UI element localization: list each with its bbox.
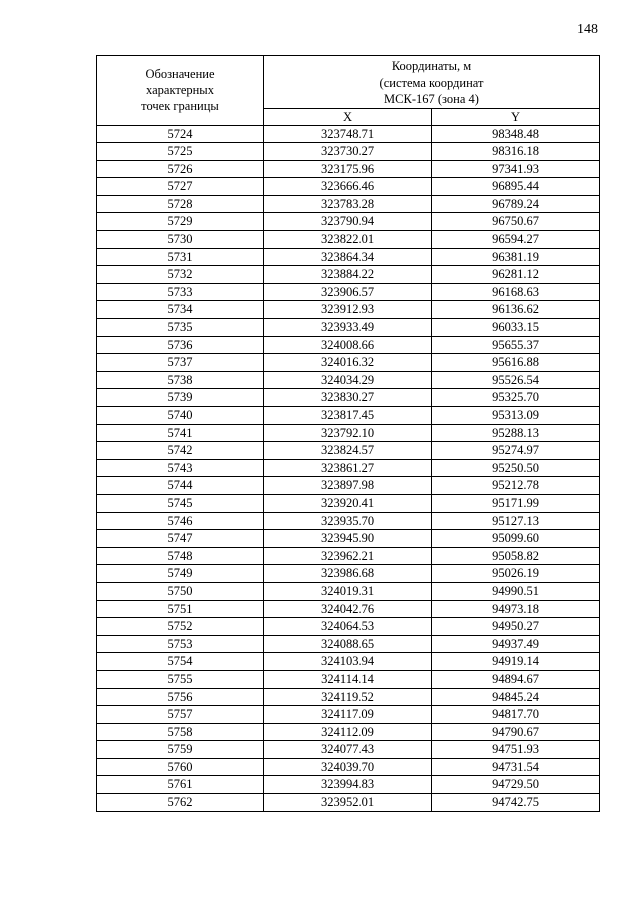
y-coordinate-cell: 95171.99 bbox=[432, 494, 600, 512]
coords-header-line: Координаты, м bbox=[391, 59, 472, 73]
y-coordinate-cell: 94990.51 bbox=[432, 582, 600, 600]
point-cell: 5738 bbox=[97, 371, 264, 389]
header-row-main bbox=[97, 56, 600, 109]
point-cell: 5747 bbox=[97, 530, 264, 548]
x-coordinate-cell: 323933.49 bbox=[264, 319, 432, 337]
table-row bbox=[97, 178, 600, 196]
table-row bbox=[97, 494, 600, 512]
x-coordinate-cell: 324008.66 bbox=[264, 336, 432, 354]
y-coordinate-cell: 94790.67 bbox=[432, 723, 600, 741]
table-row bbox=[97, 336, 600, 354]
table-row bbox=[97, 741, 600, 759]
y-coordinate-cell: 96033.15 bbox=[432, 319, 600, 337]
point-cell: 5754 bbox=[97, 653, 264, 671]
y-coordinate-cell: 95250.50 bbox=[432, 459, 600, 477]
point-cell: 5756 bbox=[97, 688, 264, 706]
y-coordinate-cell: 95058.82 bbox=[432, 547, 600, 565]
point-cell: 5726 bbox=[97, 160, 264, 178]
point-cell: 5736 bbox=[97, 336, 264, 354]
table-header bbox=[97, 56, 600, 126]
x-coordinate-cell: 324112.09 bbox=[264, 723, 432, 741]
x-coordinate-cell: 323175.96 bbox=[264, 160, 432, 178]
y-coordinate-cell: 96136.62 bbox=[432, 301, 600, 319]
table-row bbox=[97, 389, 600, 407]
x-column-header: X bbox=[264, 108, 432, 125]
x-coordinate-cell: 323994.83 bbox=[264, 776, 432, 794]
point-cell: 5743 bbox=[97, 459, 264, 477]
point-cell: 5739 bbox=[97, 389, 264, 407]
table-row bbox=[97, 477, 600, 495]
point-cell: 5734 bbox=[97, 301, 264, 319]
table-row bbox=[97, 547, 600, 565]
y-coordinate-cell: 96895.44 bbox=[432, 178, 600, 196]
point-cell: 5759 bbox=[97, 741, 264, 759]
y-coordinate-cell: 94937.49 bbox=[432, 635, 600, 653]
point-cell: 5735 bbox=[97, 319, 264, 337]
table-row bbox=[97, 723, 600, 741]
point-cell: 5761 bbox=[97, 776, 264, 794]
x-coordinate-cell: 323792.10 bbox=[264, 424, 432, 442]
y-column-header: Y bbox=[432, 108, 600, 125]
x-coordinate-cell: 323830.27 bbox=[264, 389, 432, 407]
y-coordinate-cell: 98348.48 bbox=[432, 125, 600, 143]
x-coordinate-cell: 323790.94 bbox=[264, 213, 432, 231]
table-row bbox=[97, 635, 600, 653]
table-row bbox=[97, 301, 600, 319]
y-coordinate-cell: 96381.19 bbox=[432, 248, 600, 266]
x-coordinate-cell: 323952.01 bbox=[264, 794, 432, 812]
x-coordinate-cell: 323817.45 bbox=[264, 407, 432, 425]
x-coordinate-cell: 323884.22 bbox=[264, 266, 432, 284]
point-cell: 5742 bbox=[97, 442, 264, 460]
table-row bbox=[97, 442, 600, 460]
table-row bbox=[97, 688, 600, 706]
x-coordinate-cell: 323920.41 bbox=[264, 494, 432, 512]
coords-header-line: МСК-167 (зона 4) bbox=[384, 92, 479, 106]
table-row bbox=[97, 794, 600, 812]
point-cell: 5752 bbox=[97, 618, 264, 636]
y-coordinate-cell: 94729.50 bbox=[432, 776, 600, 794]
y-coordinate-cell: 96789.24 bbox=[432, 195, 600, 213]
x-coordinate-cell: 324114.14 bbox=[264, 670, 432, 688]
point-cell: 5751 bbox=[97, 600, 264, 618]
point-cell: 5731 bbox=[97, 248, 264, 266]
point-header-line: Обозначение bbox=[145, 67, 215, 82]
point-cell: 5748 bbox=[97, 547, 264, 565]
y-coordinate-cell: 94742.75 bbox=[432, 794, 600, 812]
table-row bbox=[97, 266, 600, 284]
point-cell: 5732 bbox=[97, 266, 264, 284]
x-coordinate-cell: 323986.68 bbox=[264, 565, 432, 583]
table-row bbox=[97, 195, 600, 213]
table-row bbox=[97, 706, 600, 724]
y-coordinate-cell: 94751.93 bbox=[432, 741, 600, 759]
x-coordinate-cell: 324034.29 bbox=[264, 371, 432, 389]
point-cell: 5750 bbox=[97, 582, 264, 600]
y-coordinate-cell: 94919.14 bbox=[432, 653, 600, 671]
point-cell: 5741 bbox=[97, 424, 264, 442]
point-cell: 5725 bbox=[97, 143, 264, 161]
table-row bbox=[97, 776, 600, 794]
point-cell: 5758 bbox=[97, 723, 264, 741]
table-row bbox=[97, 758, 600, 776]
table-row bbox=[97, 459, 600, 477]
x-coordinate-cell: 324077.43 bbox=[264, 741, 432, 759]
page-number: 148 bbox=[577, 22, 598, 37]
x-coordinate-cell: 323962.21 bbox=[264, 547, 432, 565]
point-cell: 5729 bbox=[97, 213, 264, 231]
point-cell: 5745 bbox=[97, 494, 264, 512]
x-coordinate-cell: 323864.34 bbox=[264, 248, 432, 266]
table-row bbox=[97, 319, 600, 337]
x-coordinate-cell: 323897.98 bbox=[264, 477, 432, 495]
table-row bbox=[97, 582, 600, 600]
x-coordinate-cell: 324042.76 bbox=[264, 600, 432, 618]
point-cell: 5744 bbox=[97, 477, 264, 495]
table-row bbox=[97, 530, 600, 548]
x-coordinate-cell: 324103.94 bbox=[264, 653, 432, 671]
point-cell: 5733 bbox=[97, 283, 264, 301]
x-coordinate-cell: 323861.27 bbox=[264, 459, 432, 477]
point-cell: 5760 bbox=[97, 758, 264, 776]
table-row bbox=[97, 618, 600, 636]
table-row bbox=[97, 248, 600, 266]
table-row bbox=[97, 424, 600, 442]
point-header-line: точек границы bbox=[141, 99, 219, 114]
point-cell: 5730 bbox=[97, 231, 264, 249]
table-row bbox=[97, 407, 600, 425]
y-coordinate-cell: 94845.24 bbox=[432, 688, 600, 706]
y-coordinate-cell: 95288.13 bbox=[432, 424, 600, 442]
point-cell: 5762 bbox=[97, 794, 264, 812]
table-row bbox=[97, 653, 600, 671]
table-row bbox=[97, 160, 600, 178]
table-row bbox=[97, 600, 600, 618]
table-row bbox=[97, 565, 600, 583]
point-designation-header bbox=[97, 56, 264, 126]
y-coordinate-cell: 95099.60 bbox=[432, 530, 600, 548]
coordinates-table bbox=[96, 55, 600, 812]
y-coordinate-cell: 94817.70 bbox=[432, 706, 600, 724]
table-row bbox=[97, 354, 600, 372]
y-coordinate-cell: 95127.13 bbox=[432, 512, 600, 530]
y-coordinate-cell: 95616.88 bbox=[432, 354, 600, 372]
table-row bbox=[97, 231, 600, 249]
y-coordinate-cell: 96594.27 bbox=[432, 231, 600, 249]
y-coordinate-cell: 96168.63 bbox=[432, 283, 600, 301]
y-coordinate-cell: 95313.09 bbox=[432, 407, 600, 425]
y-coordinate-cell: 95274.97 bbox=[432, 442, 600, 460]
x-coordinate-cell: 323666.46 bbox=[264, 178, 432, 196]
table-body bbox=[97, 125, 600, 811]
table-row bbox=[97, 512, 600, 530]
y-coordinate-cell: 94950.27 bbox=[432, 618, 600, 636]
x-coordinate-cell: 323822.01 bbox=[264, 231, 432, 249]
x-coordinate-cell: 324064.53 bbox=[264, 618, 432, 636]
coordinates-header bbox=[264, 56, 600, 109]
y-coordinate-cell: 95655.37 bbox=[432, 336, 600, 354]
x-coordinate-cell: 323912.93 bbox=[264, 301, 432, 319]
x-coordinate-cell: 324016.32 bbox=[264, 354, 432, 372]
x-coordinate-cell: 323730.27 bbox=[264, 143, 432, 161]
y-coordinate-cell: 94894.67 bbox=[432, 670, 600, 688]
x-coordinate-cell: 323748.71 bbox=[264, 125, 432, 143]
y-coordinate-cell: 97341.93 bbox=[432, 160, 600, 178]
x-coordinate-cell: 323945.90 bbox=[264, 530, 432, 548]
point-cell: 5737 bbox=[97, 354, 264, 372]
point-cell: 5727 bbox=[97, 178, 264, 196]
point-cell: 5728 bbox=[97, 195, 264, 213]
x-coordinate-cell: 324119.52 bbox=[264, 688, 432, 706]
point-cell: 5724 bbox=[97, 125, 264, 143]
point-header-line: характерных bbox=[146, 83, 214, 98]
x-coordinate-cell: 324039.70 bbox=[264, 758, 432, 776]
table-row bbox=[97, 125, 600, 143]
y-coordinate-cell: 98316.18 bbox=[432, 143, 600, 161]
y-coordinate-cell: 95526.54 bbox=[432, 371, 600, 389]
x-coordinate-cell: 324117.09 bbox=[264, 706, 432, 724]
point-cell: 5749 bbox=[97, 565, 264, 583]
table-row bbox=[97, 371, 600, 389]
y-coordinate-cell: 95325.70 bbox=[432, 389, 600, 407]
y-coordinate-cell: 96750.67 bbox=[432, 213, 600, 231]
table-row bbox=[97, 143, 600, 161]
coords-header-line: (система координат bbox=[379, 75, 484, 90]
point-cell: 5755 bbox=[97, 670, 264, 688]
table-row bbox=[97, 670, 600, 688]
x-coordinate-cell: 323935.70 bbox=[264, 512, 432, 530]
y-coordinate-cell: 95026.19 bbox=[432, 565, 600, 583]
y-coordinate-cell: 94731.54 bbox=[432, 758, 600, 776]
x-coordinate-cell: 324088.65 bbox=[264, 635, 432, 653]
point-cell: 5746 bbox=[97, 512, 264, 530]
point-cell: 5740 bbox=[97, 407, 264, 425]
y-coordinate-cell: 94973.18 bbox=[432, 600, 600, 618]
y-coordinate-cell: 95212.78 bbox=[432, 477, 600, 495]
y-coordinate-cell: 96281.12 bbox=[432, 266, 600, 284]
point-cell: 5753 bbox=[97, 635, 264, 653]
x-coordinate-cell: 323824.57 bbox=[264, 442, 432, 460]
table-row bbox=[97, 283, 600, 301]
point-cell: 5757 bbox=[97, 706, 264, 724]
table-row bbox=[97, 213, 600, 231]
x-coordinate-cell: 324019.31 bbox=[264, 582, 432, 600]
x-coordinate-cell: 323906.57 bbox=[264, 283, 432, 301]
x-coordinate-cell: 323783.28 bbox=[264, 195, 432, 213]
